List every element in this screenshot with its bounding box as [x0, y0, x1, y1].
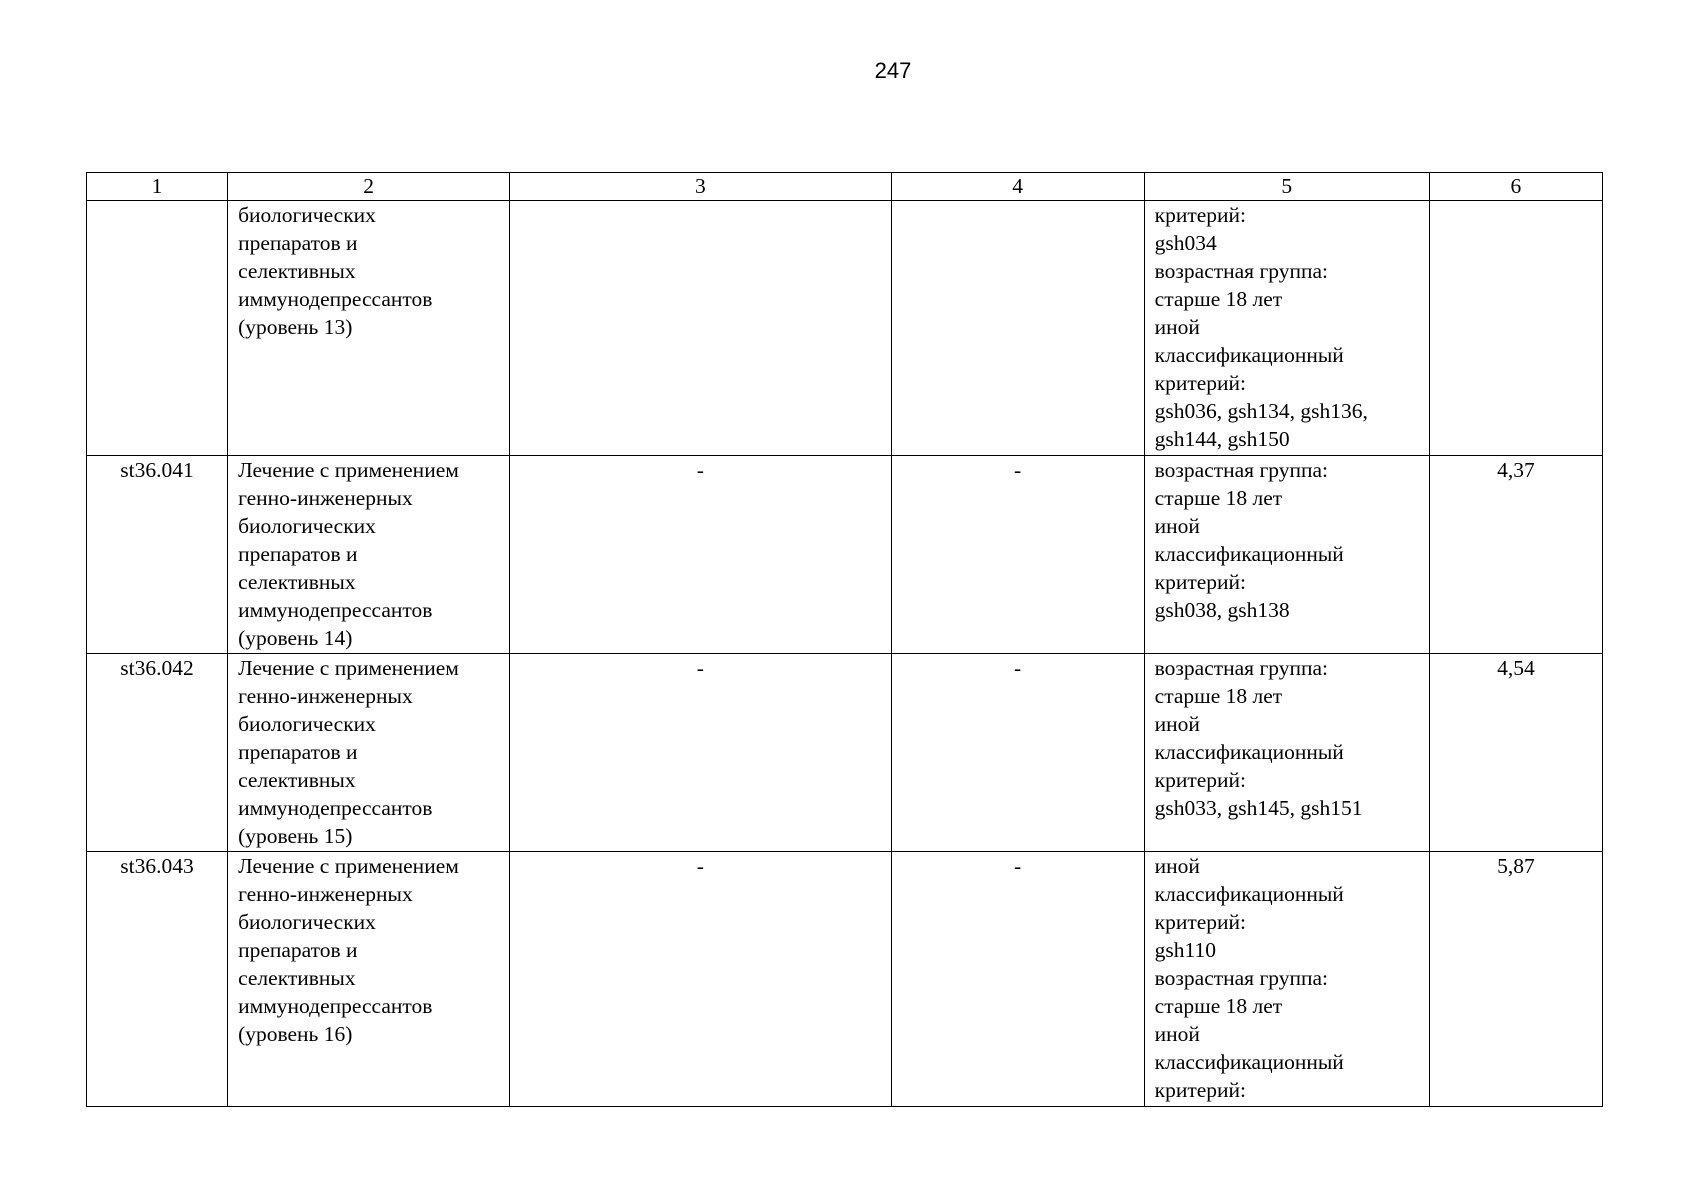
criteria-cell: критерий: gsh034 возрастная группа: старше 18 лет иной классификационный критерий: gsh036, gsh134, gsh136, gsh144, gsh150	[1144, 201, 1429, 456]
col4-cell: -	[891, 852, 1144, 1107]
header-cell: 3	[510, 173, 891, 201]
name-cell: Лечение с применением генно-инженерных биологических препаратов и селективных иммунодепрессантов (уровень 14)	[228, 456, 510, 654]
col3-cell: -	[510, 852, 891, 1107]
header-cell: 2	[228, 173, 510, 201]
col3-cell: -	[510, 456, 891, 654]
code-cell	[87, 201, 228, 456]
col4-cell	[891, 201, 1144, 456]
coef-cell: 4,54	[1429, 654, 1602, 852]
name-cell: Лечение с применением генно-инженерных биологических препаратов и селективных иммунодепрессантов (уровень 15)	[228, 654, 510, 852]
criteria-cell: возрастная группа: старше 18 лет иной классификационный критерий: gsh038, gsh138	[1144, 456, 1429, 654]
header-cell: 4	[891, 173, 1144, 201]
code-cell: st36.042	[87, 654, 228, 852]
col4-cell: -	[891, 456, 1144, 654]
code-cell: st36.041	[87, 456, 228, 654]
page-number: 247	[874, 58, 912, 83]
tariff-table	[86, 172, 1603, 1107]
name-cell: Лечение с применением генно-инженерных биологических препаратов и селективных иммунодепрессантов (уровень 16)	[228, 852, 510, 1107]
table-row	[87, 852, 1603, 1107]
header-cell: 6	[1429, 173, 1602, 201]
coef-cell	[1429, 201, 1602, 456]
table-header-row	[87, 173, 1603, 201]
header-cell: 5	[1144, 173, 1429, 201]
table-row	[87, 456, 1603, 654]
col3-cell	[510, 201, 891, 456]
header-cell: 1	[87, 173, 228, 201]
col4-cell: -	[891, 654, 1144, 852]
criteria-cell: иной классификационный критерий: gsh110 возрастная группа: старше 18 лет иной классификационный критерий:	[1144, 852, 1429, 1107]
coef-cell: 4,37	[1429, 456, 1602, 654]
table-row	[87, 201, 1603, 456]
coef-cell: 5,87	[1429, 852, 1602, 1107]
code-cell: st36.043	[87, 852, 228, 1107]
col3-cell: -	[510, 654, 891, 852]
criteria-cell: возрастная группа: старше 18 лет иной классификационный критерий: gsh033, gsh145, gsh151	[1144, 654, 1429, 852]
name-cell: биологических препаратов и селективных иммунодепрессантов (уровень 13)	[228, 201, 510, 456]
table-row	[87, 654, 1603, 852]
